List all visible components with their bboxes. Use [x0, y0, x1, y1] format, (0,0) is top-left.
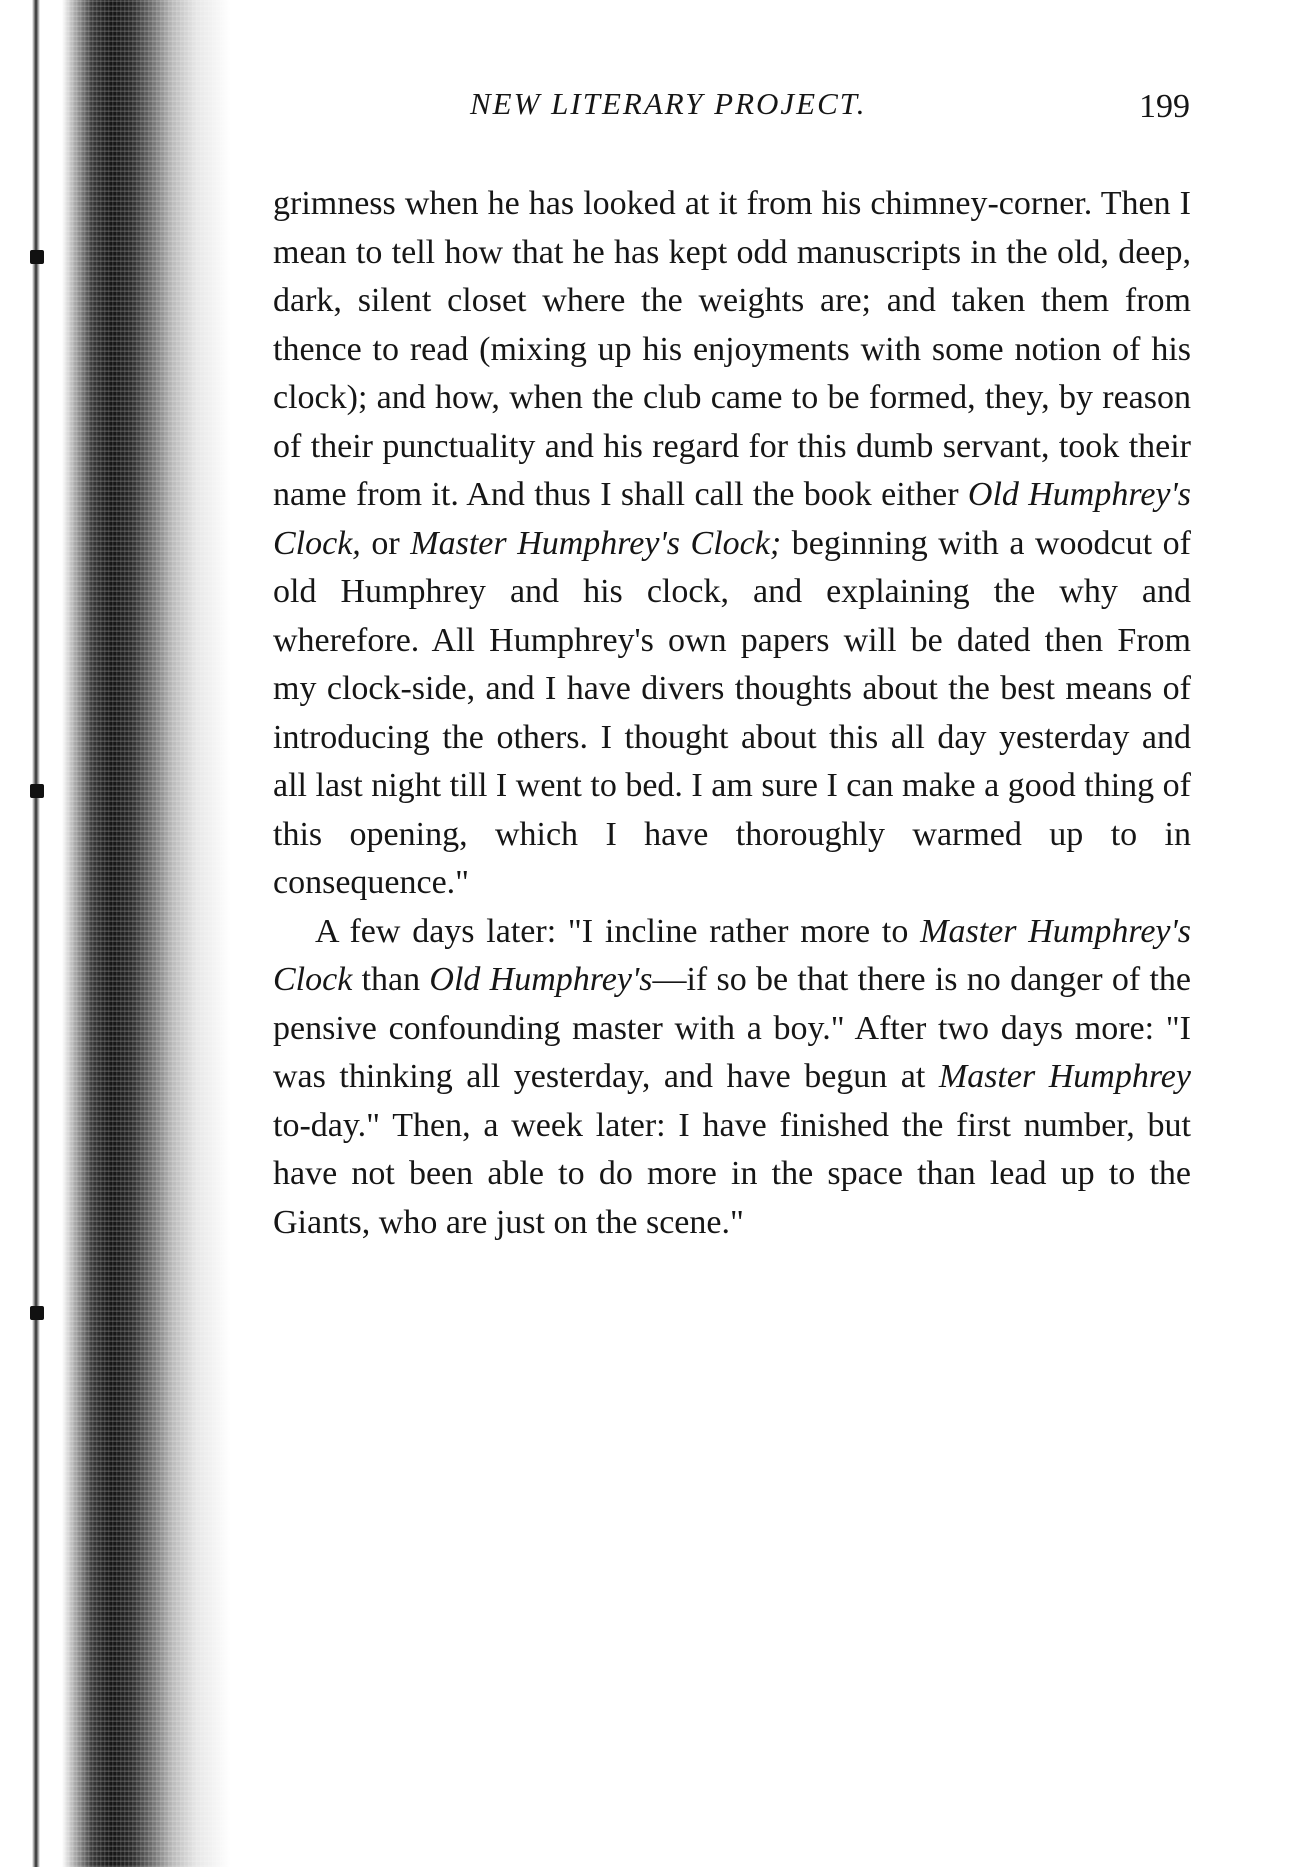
paragraph-1 — [273, 180, 1191, 908]
title-master-humphreys-clock: Master Humphrey's Clock — [273, 912, 1192, 998]
page-header — [470, 86, 1190, 136]
text-run: A few days later: "I incline rather more to — [315, 912, 921, 950]
gutter-mark-middle — [30, 784, 44, 798]
text-run: —if so be that there is no danger of the pensive confounding master with a boy." After two days more: "I was thinking all yesterday, and have begun at — [273, 961, 1191, 1095]
gutter-mark-top — [30, 250, 44, 264]
text-run: beginning with a woodcut of old Humphrey and his clock, and explaining the why and wherefore. All Humphrey's own papers will be dated then From my clock-side, and I have divers thoughts about the best means of introducing the others. I thought about this all day yesterday and all last night till I went to bed. I am sure I can make a good thing of this opening, which I have thoroughly warmed up to in consequence." — [273, 524, 1191, 901]
title-old-humphreys-clock: Old Humphrey's Clock, — [273, 476, 1192, 562]
running-head: NEW LITERARY PROJECT. — [470, 86, 867, 121]
text-run: or — [360, 524, 411, 562]
paragraph-2 — [273, 908, 1191, 1248]
page-number: 199 — [1139, 88, 1190, 125]
gutter-scan-noise — [60, 0, 230, 1867]
title-master-humphreys-clock: Master Humphrey's Clock; — [410, 524, 782, 562]
text-run: to-day." Then, a week later: I have finished the first number, but have not been able to do more in the space than lead up to the Giants, who are just on the scene." — [273, 1106, 1191, 1241]
title-master-humphrey: Master Humphrey — [938, 1058, 1191, 1095]
body-text — [273, 180, 1191, 1247]
gutter-mark-bottom — [30, 1306, 44, 1320]
text-run: than — [352, 961, 430, 998]
text-run: grimness when he has looked at it from his chimney-corner. Then I mean to tell how that he has kept odd manuscripts in the old, deep, dark, silent closet where the weights are; and taken them from thence to read (mixing up his enjoyments with some notion of his clock); and how, when the club came to be formed, they, by reason of their punctuality and his regard for this dumb servant, took their name from it. And thus I shall call the book either — [273, 185, 1191, 513]
title-old-humphreys: Old Humphrey's — [429, 961, 653, 998]
